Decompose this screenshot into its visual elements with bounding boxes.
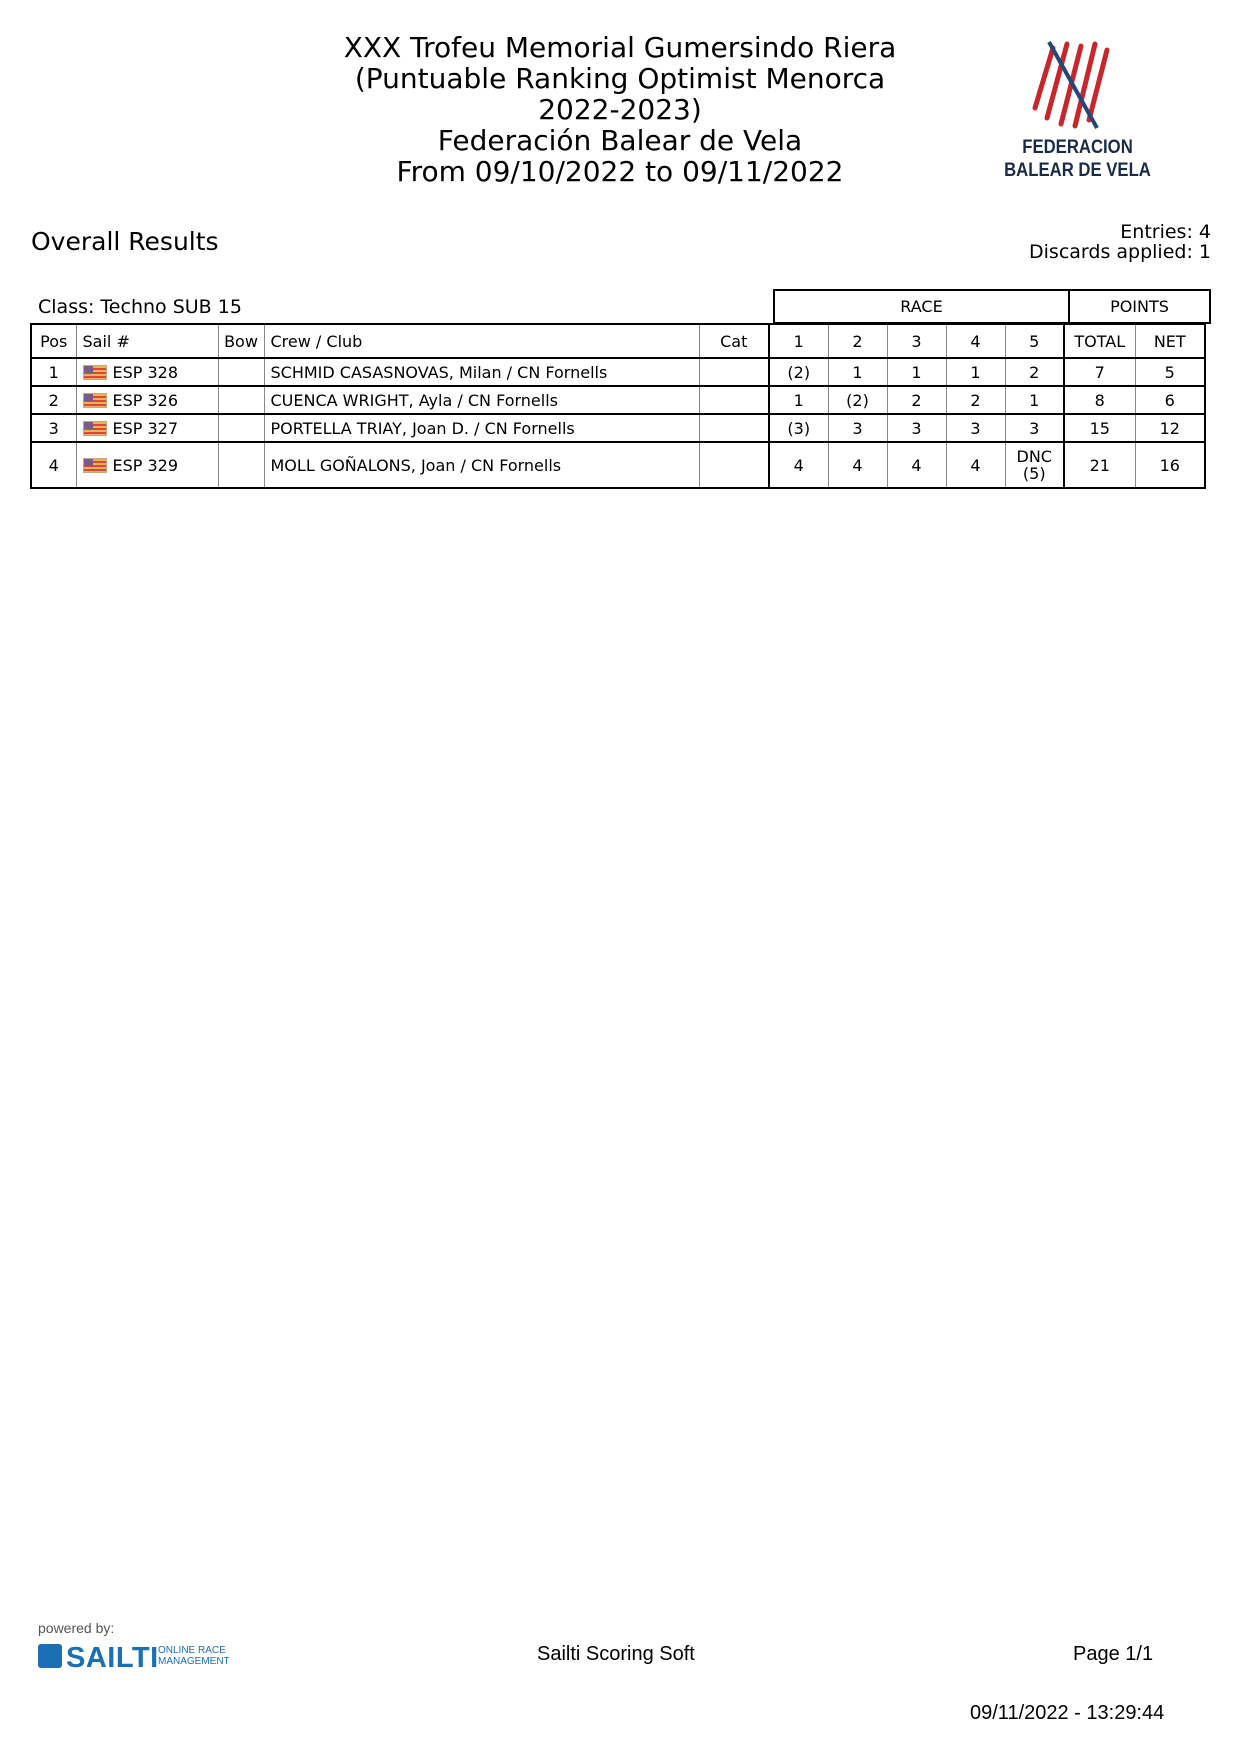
row-race-5: 3 bbox=[1005, 414, 1064, 442]
row-race-3: 3 bbox=[887, 414, 946, 442]
sailti-tagline-1: ONLINE RACE bbox=[158, 1645, 226, 1656]
row-race-4: 4 bbox=[946, 442, 1005, 488]
col-race-5: 5 bbox=[1005, 324, 1064, 358]
row-total: 7 bbox=[1064, 358, 1135, 386]
federation-logo-text bbox=[996, 136, 1159, 182]
race-code: DNC bbox=[1016, 447, 1052, 466]
row-total: 21 bbox=[1064, 442, 1135, 488]
row-race-3: 4 bbox=[887, 442, 946, 488]
col-cat: Cat bbox=[699, 324, 769, 358]
points-group-header: POINTS bbox=[1068, 289, 1211, 324]
row-sail bbox=[76, 414, 218, 442]
row-crew-club: MOLL GOÑALONS, Joan / CN Fornells bbox=[264, 442, 699, 488]
row-sail bbox=[76, 358, 218, 386]
row-race-3: 1 bbox=[887, 358, 946, 386]
entries-summary bbox=[1029, 222, 1211, 262]
row-race-1: 4 bbox=[769, 442, 828, 488]
class-label: Class: Techno SUB 15 bbox=[38, 296, 242, 318]
row-race-2: 3 bbox=[828, 414, 887, 442]
row-race-4: 2 bbox=[946, 386, 1005, 414]
row-race-1: 1 bbox=[769, 386, 828, 414]
row-cat bbox=[699, 414, 769, 442]
col-sail: Sail # bbox=[76, 324, 218, 358]
sailti-tagline-2: MANAGEMENT bbox=[158, 1656, 230, 1667]
balearic-flag-icon bbox=[83, 393, 107, 408]
row-crew-club: CUENCA WRIGHT, Ayla / CN Fornells bbox=[264, 386, 699, 414]
logo-line-1: FEDERACION bbox=[1022, 137, 1133, 158]
sail-stripes-icon bbox=[1025, 40, 1125, 135]
table-row bbox=[31, 414, 1205, 442]
row-race-5: 1 bbox=[1005, 386, 1064, 414]
row-pos: 4 bbox=[31, 442, 76, 488]
sail-number: ESP 327 bbox=[112, 418, 179, 438]
event-title-line-1: XXX Trofeu Memorial Gumersindo Riera bbox=[343, 31, 897, 64]
row-race-4: 1 bbox=[946, 358, 1005, 386]
sail-number: ESP 329 bbox=[112, 455, 179, 475]
table-row bbox=[31, 386, 1205, 414]
row-bow bbox=[218, 386, 264, 414]
row-race-1: (2) bbox=[769, 358, 828, 386]
row-race-1: (3) bbox=[769, 414, 828, 442]
results-table bbox=[30, 323, 1206, 489]
race-group-header: RACE bbox=[773, 289, 1070, 324]
powered-by-label: powered by: bbox=[38, 1620, 115, 1636]
sail-number: ESP 328 bbox=[112, 362, 179, 382]
row-cat bbox=[699, 386, 769, 414]
row-crew-club: PORTELLA TRIAY, Joan D. / CN Fornells bbox=[264, 414, 699, 442]
row-race-2: 1 bbox=[828, 358, 887, 386]
overall-results-heading: Overall Results bbox=[31, 227, 219, 256]
row-cat bbox=[699, 358, 769, 386]
row-pos: 1 bbox=[31, 358, 76, 386]
balearic-flag-icon bbox=[83, 458, 107, 473]
row-race-3: 2 bbox=[887, 386, 946, 414]
table-header-row bbox=[31, 324, 1205, 358]
event-title-line-3: 2022-2023) bbox=[538, 93, 702, 126]
event-title-line-2: (Puntuable Ranking Optimist Menorca bbox=[354, 62, 886, 95]
sailti-wave-icon bbox=[38, 1644, 62, 1668]
row-bow bbox=[218, 442, 264, 488]
row-race-2: (2) bbox=[828, 386, 887, 414]
row-net: 12 bbox=[1135, 414, 1205, 442]
row-sail bbox=[76, 442, 218, 488]
col-race-1: 1 bbox=[769, 324, 828, 358]
row-race-2: 4 bbox=[828, 442, 887, 488]
table-row bbox=[31, 442, 1205, 488]
row-sail bbox=[76, 386, 218, 414]
row-total: 15 bbox=[1064, 414, 1135, 442]
discards-applied: Discards applied: 1 bbox=[1029, 241, 1211, 263]
event-title bbox=[280, 32, 960, 187]
balearic-flag-icon bbox=[83, 421, 107, 436]
col-net: NET bbox=[1135, 324, 1205, 358]
row-net: 5 bbox=[1135, 358, 1205, 386]
row-total: 8 bbox=[1064, 386, 1135, 414]
row-bow bbox=[218, 414, 264, 442]
row-race-5: 2 bbox=[1005, 358, 1064, 386]
race-score: (5) bbox=[1022, 464, 1046, 483]
entries-count: Entries: 4 bbox=[1120, 221, 1211, 243]
sail-number: ESP 326 bbox=[112, 390, 179, 410]
row-crew-club: SCHMID CASASNOVAS, Milan / CN Fornells bbox=[264, 358, 699, 386]
col-crew-club: Crew / Club bbox=[264, 324, 699, 358]
row-bow bbox=[218, 358, 264, 386]
sailti-wordmark: SAILTI bbox=[66, 1642, 159, 1674]
row-race-4: 3 bbox=[946, 414, 1005, 442]
scoring-software-label: Sailti Scoring Soft bbox=[537, 1643, 695, 1665]
logo-line-2: BALEAR DE VELA bbox=[1004, 160, 1151, 181]
page-number: Page 1/1 bbox=[1073, 1643, 1154, 1665]
row-net: 16 bbox=[1135, 442, 1205, 488]
sailti-tagline bbox=[158, 1645, 230, 1667]
col-race-2: 2 bbox=[828, 324, 887, 358]
col-bow: Bow bbox=[218, 324, 264, 358]
event-dates: From 09/10/2022 to 09/11/2022 bbox=[396, 155, 844, 188]
col-total: TOTAL bbox=[1064, 324, 1135, 358]
table-row bbox=[31, 358, 1205, 386]
row-pos: 3 bbox=[31, 414, 76, 442]
balearic-flag-icon bbox=[83, 365, 107, 380]
print-datetime: 09/11/2022 - 13:29:44 bbox=[970, 1702, 1165, 1724]
col-race-3: 3 bbox=[887, 324, 946, 358]
col-pos: Pos bbox=[31, 324, 76, 358]
event-title-line-4: Federación Balear de Vela bbox=[437, 124, 803, 157]
row-cat bbox=[699, 442, 769, 488]
row-race-5 bbox=[1005, 442, 1064, 488]
row-pos: 2 bbox=[31, 386, 76, 414]
row-net: 6 bbox=[1135, 386, 1205, 414]
col-race-4: 4 bbox=[946, 324, 1005, 358]
federation-logo bbox=[985, 40, 1170, 190]
